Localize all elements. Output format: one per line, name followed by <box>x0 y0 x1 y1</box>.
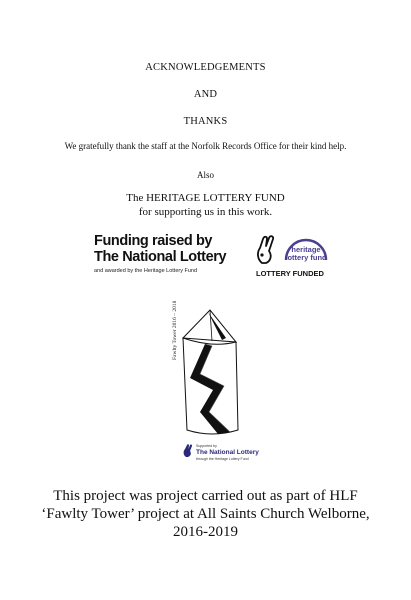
footer-line-2: ‘Fawlty Tower’ project at All Saints Church Welborne, <box>41 506 370 522</box>
heading-line-1: ACKNOWLEDGEMENTS <box>145 62 266 73</box>
fund-name: The HERITAGE LOTTERY FUND <box>126 192 285 204</box>
also-text: Also <box>196 170 214 180</box>
heading-line-2: AND <box>193 89 218 100</box>
fund-support: for supporting us in this work. <box>138 206 273 218</box>
supported-sub: through the Heritage Lottery Fund <box>196 457 249 461</box>
supported-name: The National Lottery <box>196 449 259 456</box>
footer-line-3: 2016-2019 <box>173 524 238 540</box>
banner-line-3: and awarded by the Heritage Lottery Fund <box>94 268 198 274</box>
thanks-text: We gratefully thank the staff at the Norfolk Records Office for their kind help. <box>64 141 347 151</box>
lottery-funded-text: LOTTERY FUNDED <box>256 269 324 278</box>
svg-text:heritage: heritage <box>291 245 321 254</box>
svg-text:lottery fund: lottery fund <box>285 253 327 262</box>
tower-label: Fawlty Tower 2016 – 2018 <box>172 300 178 360</box>
national-lottery-icon <box>182 444 195 458</box>
heading-line-3: THANKS <box>183 116 228 127</box>
footer-line-1: This project was project carried out as part of HLF <box>53 488 358 504</box>
banner-line-1: Funding raised by <box>94 233 213 249</box>
supported-by: Supported by <box>196 444 217 448</box>
tower-drawing <box>178 308 248 438</box>
heritage-lottery-fund-logo <box>280 233 332 265</box>
lottery-banner <box>94 231 334 283</box>
crossed-fingers-icon <box>254 235 276 265</box>
banner-line-2: The National Lottery <box>94 249 227 265</box>
